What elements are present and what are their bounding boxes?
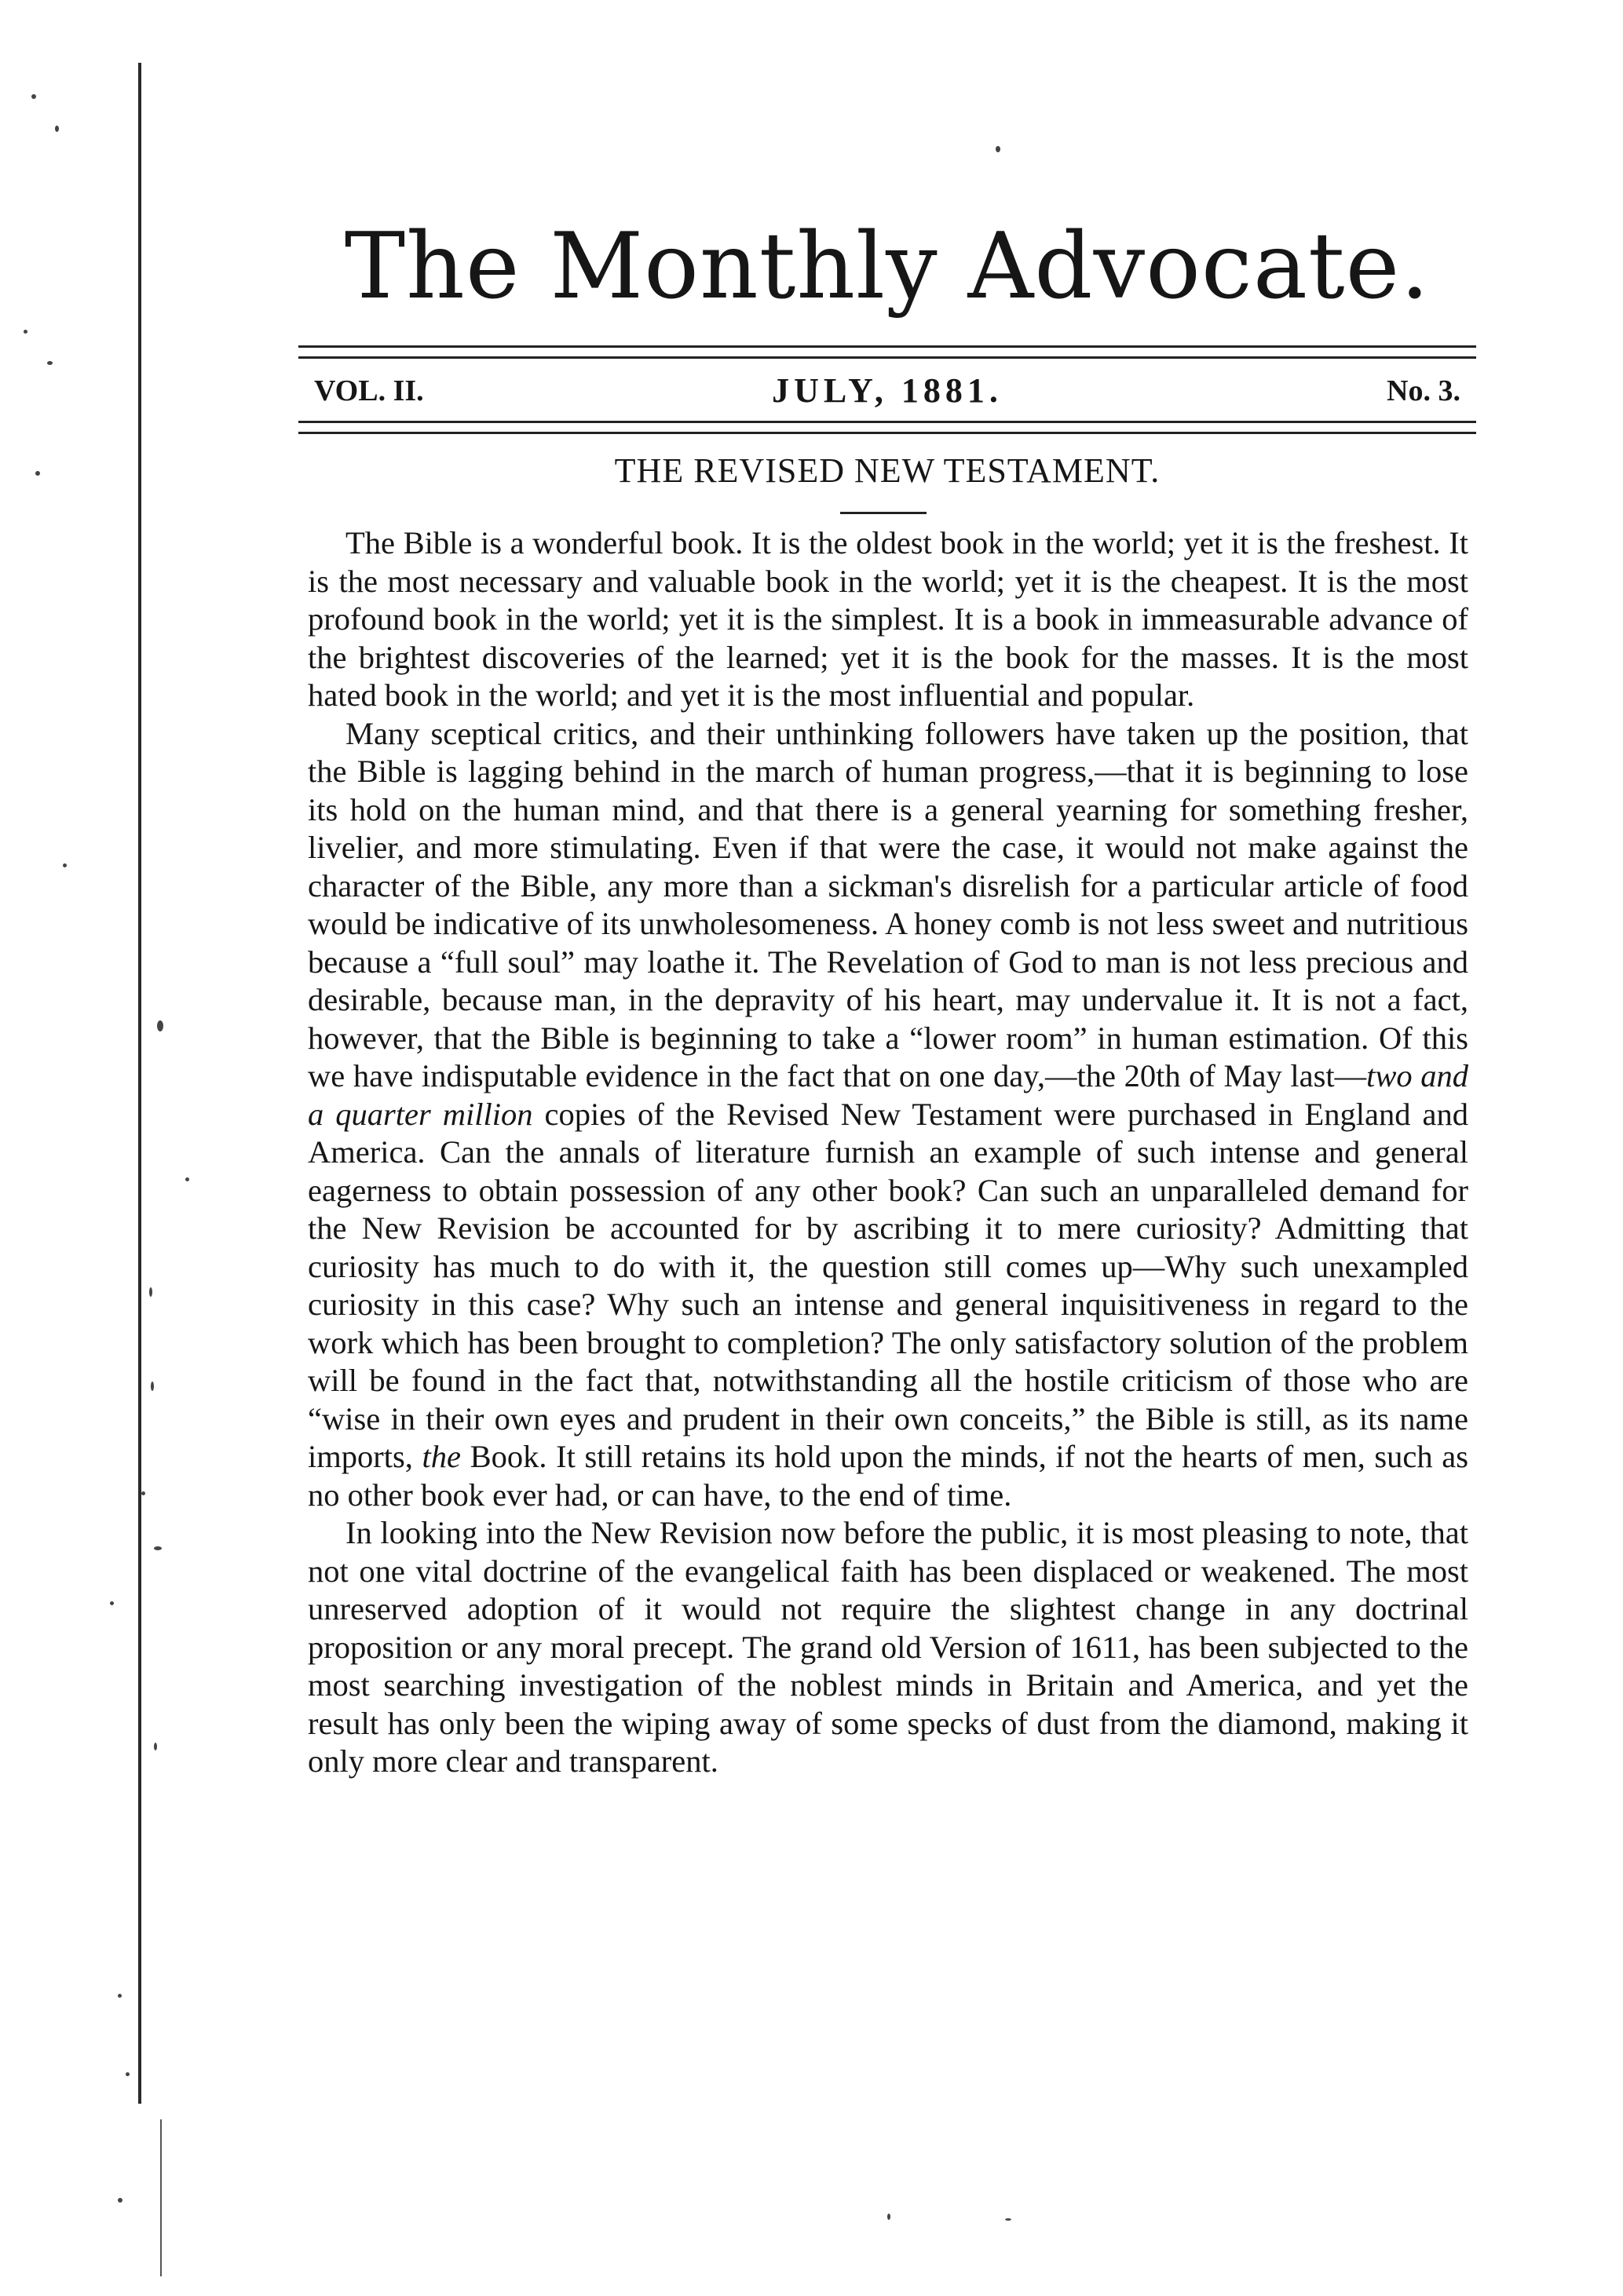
scan-speck (996, 146, 1000, 152)
scan-speck (887, 2214, 890, 2220)
scan-speck (154, 1743, 157, 1750)
binding-margin-line-lower (160, 2119, 162, 2276)
masthead-rule-bottom (298, 421, 1476, 423)
masthead-rule-top (298, 345, 1476, 348)
scan-speck (149, 1287, 152, 1297)
paragraph-text: copies of the Revised New Testament were purchased in England and America. Can the annals of literature furnish an example of such intense and general eagerness to obtain possession of any other book? Can such an unparalleled demand for the New Revision be accounted for by ascribing it to mere curiosity? Admitting that curiosity has much to do with it, the question still comes up—Why such unexampled curiosity in this case? Why such an intense and general inquisitiveness in regard to the work which has been brought to completion? The only satisfactory solution of the problem will be found in the fact that, notwithstanding all the hostile criticism of those who are “wise in their own eyes and prudent in their own conceits,” the Bible is still, as its name imports, (308, 1096, 1468, 1474)
paragraph-text: Book. It still retains its hold upon the minds, if not the hearts of men, such as no other book ever had, or can have, to the end of time. (308, 1439, 1468, 1513)
binding-margin-line (138, 63, 141, 2104)
volume-number: VOL. II. (314, 374, 424, 407)
masthead-line (298, 367, 1476, 414)
article-title: THE REVISED NEW TESTAMENT. (614, 451, 1161, 490)
scan-speck (126, 2072, 130, 2076)
article-body (308, 524, 1468, 1781)
scan-speck (35, 471, 40, 476)
scan-speck (31, 94, 36, 99)
paragraph-text: Many sceptical critics, and their unthinking followers have taken up the position, that the Bible is lagging behind in the march of human progress,—that it is beginning to lose its hold on the human mind, and that there is a general yearning for something fresher, livelier, and more stimulating. Even if that were the case, it would not make against the character of the Bible, any more than a sickman's disrelish for a particular article of food would be indicative of its unwholesomeness. A honey comb is not less sweet and nutritious because a “full soul” may loathe it. The Revelation of God to man is not less precious and desirable, because man, in the depravity of his heart, may undervalue it. It is not a fact, however, that the Bible is beginning to take a “lower room” in human estimation. Of this we have indisputable evidence in the fact that on one day,—the 20th of May last— (308, 715, 1468, 1093)
scan-speck (118, 1994, 122, 1998)
scan-speck (110, 1601, 114, 1605)
scan-speck (118, 2198, 122, 2203)
title-divider (840, 512, 927, 514)
publication-title: The Monthly Advocate. (344, 214, 1431, 319)
italic-word: the (422, 1439, 461, 1474)
italic-phrase: two and a quarter million (308, 1058, 1468, 1132)
masthead-rule-bottom-2 (298, 432, 1476, 434)
scan-speck (63, 863, 67, 867)
scan-speck (55, 126, 59, 132)
paragraph: The Bible is a wonderful book. It is the oldest book in the world; yet it is the freshest. It is the most necessary and valuable book in the world; yet it is the cheapest. It is the most profound book in the world; yet it is the simplest. It is a book in immeasurable advance of the brightest discoveries of the learned; yet it is the book for the masses. It is the most hated book in the world; and yet it is the most influential and popular. (308, 525, 1468, 713)
scan-speck (185, 1177, 189, 1181)
issue-date: JULY, 1881. (772, 371, 1003, 410)
paragraph (308, 715, 1468, 1515)
paragraph: In looking into the New Revision now before the public, it is most pleasing to note, that not one vital doctrine of the evangelical faith has been displaced or weakened. The most unreserved adoption of it would not require the slightest change in any doctrinal proposition or any moral precept. The grand old Version of 1611, has been subjected to the most searching investigation of the noblest minds in Britain and America, and yet the result has only been the wiping away of some specks of dust from the diamond, making it only more clear and transparent. (308, 1515, 1468, 1779)
scan-speck (24, 330, 27, 334)
scan-speck (154, 1546, 162, 1550)
scan-speck (47, 361, 53, 365)
scan-speck (157, 1020, 163, 1031)
scan-speck (141, 1491, 145, 1495)
scan-speck (151, 1382, 154, 1391)
scan-speck (1005, 2218, 1011, 2221)
masthead-rule-top-2 (298, 356, 1476, 359)
issue-number: No. 3. (1387, 374, 1460, 407)
